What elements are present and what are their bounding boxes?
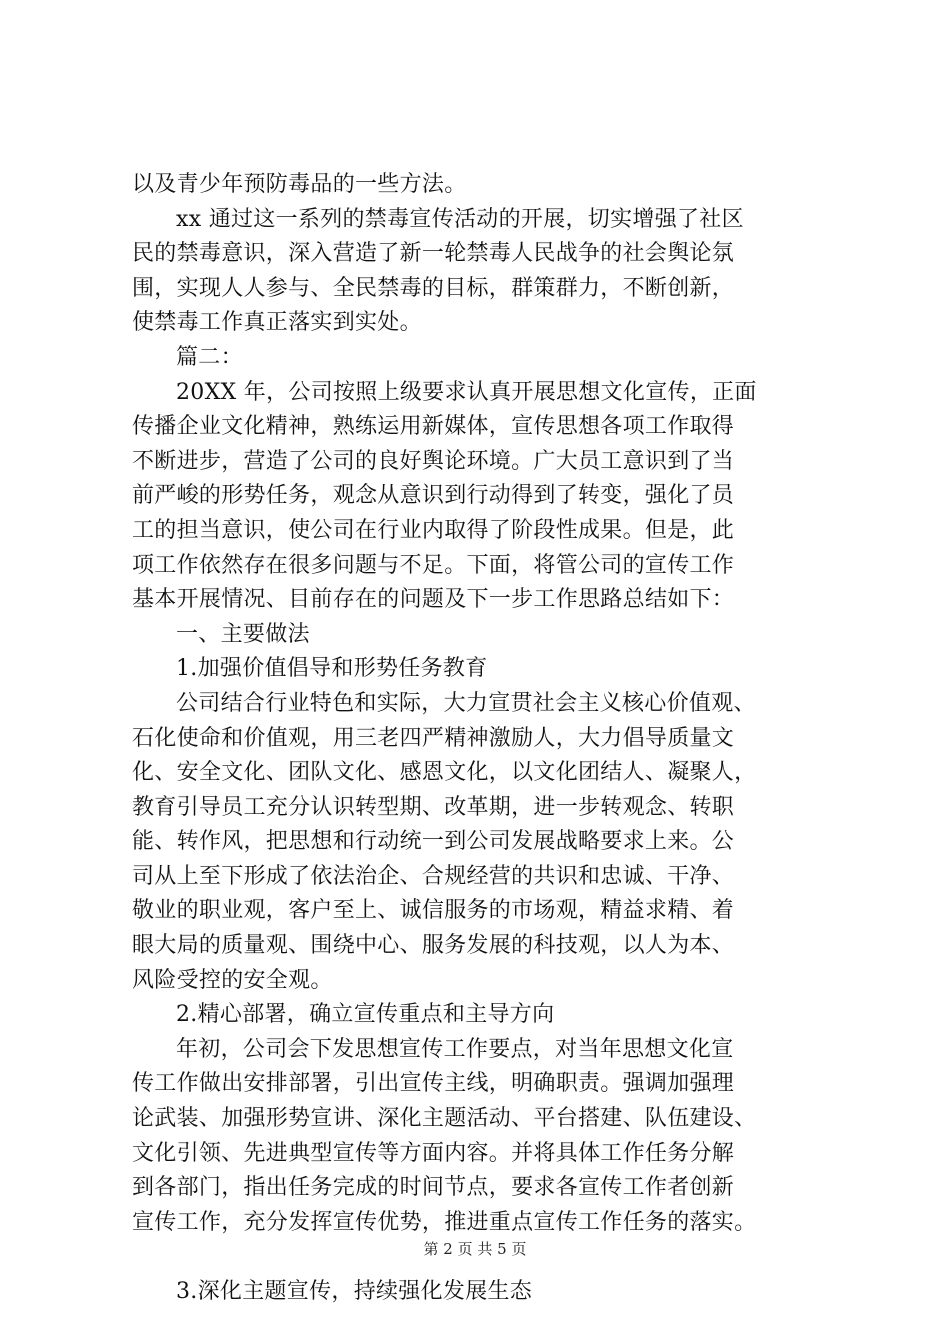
text-line: 民的禁毒意识，深入营造了新一轮禁毒人民战争的社会舆论氛 xyxy=(132,241,735,267)
text-line: 基本开展情况、目前存在的问题及下一步工作思路总结如下： xyxy=(132,587,735,613)
text-line: 前严峻的形势任务，观念从意识到行动得到了转变，强化了员 xyxy=(132,483,735,509)
subsection-heading: 2.精心部署，确立宣传重点和主导方向 xyxy=(176,1002,555,1028)
text-line: 文化引领、先进典型宣传等方面内容。并将具体工作任务分解 xyxy=(132,1140,735,1166)
document-body xyxy=(132,168,828,1310)
text-line: 项工作依然存在很多问题与不足。下面，将管公司的宣传工作 xyxy=(132,552,735,578)
paragraph-start-line: xx 通过这一系列的禁毒宣传活动的开展，切实增强了社区 xyxy=(176,206,744,232)
text-line: 工的担当意识，使公司在行业内取得了阶段性成果。但是，此 xyxy=(132,517,735,543)
subsection-heading: 3.深化主题宣传，持续强化发展生态 xyxy=(176,1279,533,1304)
text-line: 风险受控的安全观。 xyxy=(132,967,333,993)
text-line: 石化使命和价值观，用三老四严精神激励人，大力倡导质量文 xyxy=(132,725,735,751)
text-line: 宣传工作，充分发挥宣传优势，推进重点宣传工作任务的落实。 xyxy=(132,1209,757,1235)
text-line: 传工作做出安排部署，引出宣传主线，明确职责。强调加强理 xyxy=(132,1071,735,1097)
text-line: 不断进步，营造了公司的良好舆论环境。广大员工意识到了当 xyxy=(132,448,735,474)
text-line: 教育引导员工充分认识转型期、改革期，进一步转观念、转职 xyxy=(132,794,735,820)
text-line: 以及青少年预防毒品的一些方法。 xyxy=(132,172,467,197)
subsection-heading: 1.加强价值倡导和形势任务教育 xyxy=(176,656,488,682)
text-line: 敬业的职业观，客户至上、诚信服务的市场观，精益求精、着 xyxy=(132,898,735,924)
paragraph-start-line: 公司结合行业特色和实际，大力宣贯社会主义核心价值观、 xyxy=(176,690,756,716)
paragraph-start-line: 20XX 年，公司按照上级要求认真开展思想文化宣传，正面 xyxy=(176,379,757,405)
text-line: 传播企业文化精神，熟练运用新媒体，宣传思想各项工作取得 xyxy=(132,414,735,440)
text-line: 使禁毒工作真正落实到实处。 xyxy=(132,310,422,336)
text-line: 围，实现人人参与、全民禁毒的目标，群策群力，不断创新， xyxy=(132,275,735,301)
text-line: 到各部门，指出任务完成的时间节点，要求各宣传工作者创新 xyxy=(132,1175,735,1201)
text-line: 能、转作风，把思想和行动统一到公司发展战略要求上来。公 xyxy=(132,829,735,855)
text-line: 化、安全文化、团队文化、感恩文化，以文化团结人、凝聚人， xyxy=(132,760,757,786)
text-line: 眼大局的质量观、围绕中心、服务发展的科技观，以人为本、 xyxy=(132,933,735,959)
section-heading: 一、主要做法 xyxy=(176,621,310,647)
section-heading: 篇二： xyxy=(176,344,243,370)
page-number-footer: 第 2 页 共 5 页 xyxy=(423,1240,527,1258)
text-line: 论武装、加强形势宣讲、深化主题活动、平台搭建、队伍建设、 xyxy=(132,1106,757,1132)
text-line: 司从上至下形成了依法治企、合规经营的共识和忠诚、干净、 xyxy=(132,863,735,889)
paragraph-start-line: 年初，公司会下发思想宣传工作要点，对当年思想文化宣 xyxy=(176,1036,734,1062)
